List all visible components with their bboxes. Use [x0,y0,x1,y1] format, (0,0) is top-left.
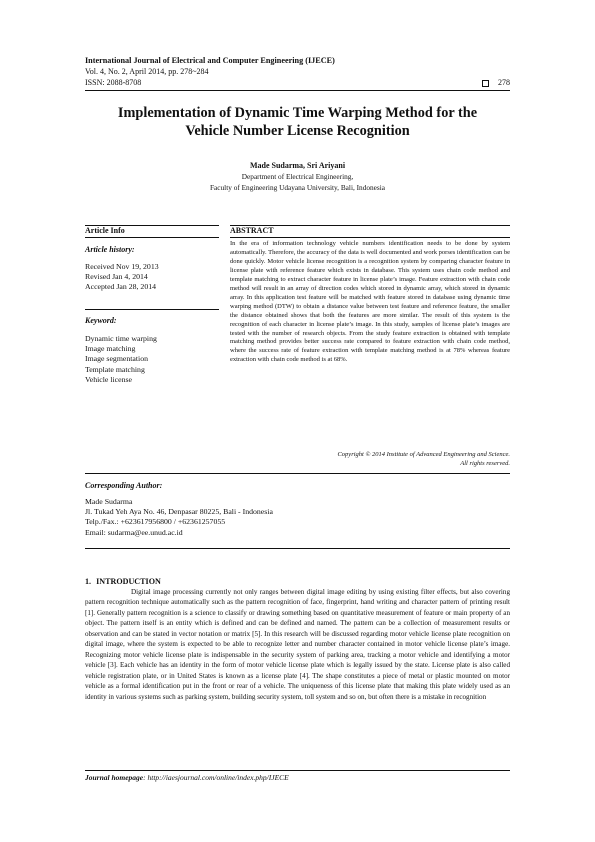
affiliation [85,172,510,193]
corresponding-bottom-rule [85,548,510,549]
copyright-line-2: All rights reserved. [460,459,510,467]
journal-homepage [85,773,289,782]
copyright-notice [230,451,510,469]
copyright-line-1: Copyright © 2014 Institute of Advanced Engineering and Science. [337,451,510,458]
section-heading [85,577,161,586]
author-name: Made Sudarma [85,497,133,506]
introduction-body: Digital image processing currently not only ranges between digital image editing by using existing filter effects, but also covering pattern recognition technique automatically such as the pattern recognition of face, fingerprint, hand writing and character pattern of printing result [1]. Generally pattern recognition is a science to classify or drawing something based on quantitative measurement of feature or main property of an object. The pattern itself is an entity which is defined and can be defined and named. The pattern can be a collection of measurement results or observation and can be stated in vector notation or matrix [5]. In this research will be discussed regarding motor vehicle license plate recognition on digital image, where the system is expected to be able to recognize letter and number character contained in motor vehicle license plate’s image. Recognizing motor vehicle license plate is indispensable in the security system of parking area, tracking a motor vehicle and identifying a motor vehicle [3]. Each vehicle has an identity in the form of motor vehicle license plate which is legally issued by the state. License plate is also called vehicle registration plate, or in United States is known as a license plate [4]. The shape constitutes a piece of metal or plastic mounted on motor vehicle as a formal identification put in the front or rear of a vehicle. The uniqueness of this license plate that making this plate widely used as an identity in various systems such as parking system, building security system, toll system and so on, but often there is a mistake in recognition [85,588,510,701]
article-history-list [85,262,159,293]
keyword-list [85,334,157,385]
corresponding-author-label: Corresponding Author: [85,481,163,490]
section-number: 1. [85,577,92,586]
abstract-sub-rule [230,237,510,238]
header-divider [85,90,510,91]
author-phone: Telp./Fax.: +623617956800 / +62361257055 [85,517,226,527]
author-email: Email: sudarma@ee.unud.ac.id [85,527,183,537]
issn-line: ISSN: 2088-8708 [85,78,142,87]
article-info-sub-rule [85,237,219,238]
keyword-item: Template matching [85,364,145,374]
article-history-label: Article history: [85,245,135,254]
author-address: Jl. Tukad Yeh Aya No. 46, Denpasar 80225, Bali - Indonesia [85,507,273,517]
corresponding-author-details [85,497,273,538]
keyword-item: Image matching [85,344,136,354]
title-line-1: Implementation of Dynamic Time Warping Method for the [117,105,478,121]
affiliation-line-2: Faculty of Engineering Udayana University, Bali, Indonesia [209,182,385,192]
volume-line: Vol. 4, No. 2, April 2014, pp. 278~284 [85,67,209,76]
journal-name: International Journal of Electrical and Computer Engineering (IJECE) [85,56,335,65]
paper-title [85,104,510,140]
history-received: Received Nov 19, 2013 [85,262,159,271]
affiliation-line-1: Department of Electrical Engineering, [241,172,354,181]
keyword-rule [85,309,219,310]
abstract-heading: ABSTRACT [230,226,274,235]
page-number: 278 [498,78,510,87]
keyword-label: Keyword: [85,316,117,325]
authors: Made Sudarma, Sri Ariyani [249,161,346,170]
abstract-text: In the era of information technology vehicle numbers identification needs to be done by system automatically. Therefore, the accuracy of the data is well documented and work porses identification can be done quickly. Motor vehicle license recognition is a recognition system by comparing character feature in license plate with reference feature which exists in database. This system uses chain code method and template matching to extract character feature in license plate’s image. Feature extraction with chain code method will result in an array of direction codes which stored in dynamic array, which stored in dynamic array. In this application test feature will be matched with feature stored in database using dynamic time warping method (DTW) to obtain a distance value between test feature and reference feature, the smaller the distance obtained shows that both the features are more similar. The result of this system is the recognition of each character in license plate’s image. In this study, samples of license plate’s images are tested with the number of research objects. From the study feature extraction is obtained with template matching method provides better success rate compared to feature extraction with chain code method, where the success rate of feature extraction with template matching method is at 78% whereas feature extraction with chain code method is at 68%. [230,240,510,364]
homepage-link[interactable]: : http://iaesjournal.com/online/index.php/IJECE [143,773,289,782]
keyword-item: Dynamic time warping [85,334,157,343]
history-accepted: Accepted Jan 28, 2014 [85,282,157,292]
corresponding-top-rule [85,473,510,474]
keyword-item: Image segmentation [85,354,149,364]
section-title: INTRODUCTION [96,577,161,586]
title-line-2: Vehicle Number License Recognition [185,123,410,139]
footer-divider [85,770,510,771]
article-info-heading: Article Info [85,226,125,235]
keyword-item: Vehicle license [85,374,132,384]
square-icon [482,80,489,87]
history-revised: Revised Jan 4, 2014 [85,272,148,282]
homepage-label: Journal homepage [85,773,144,782]
